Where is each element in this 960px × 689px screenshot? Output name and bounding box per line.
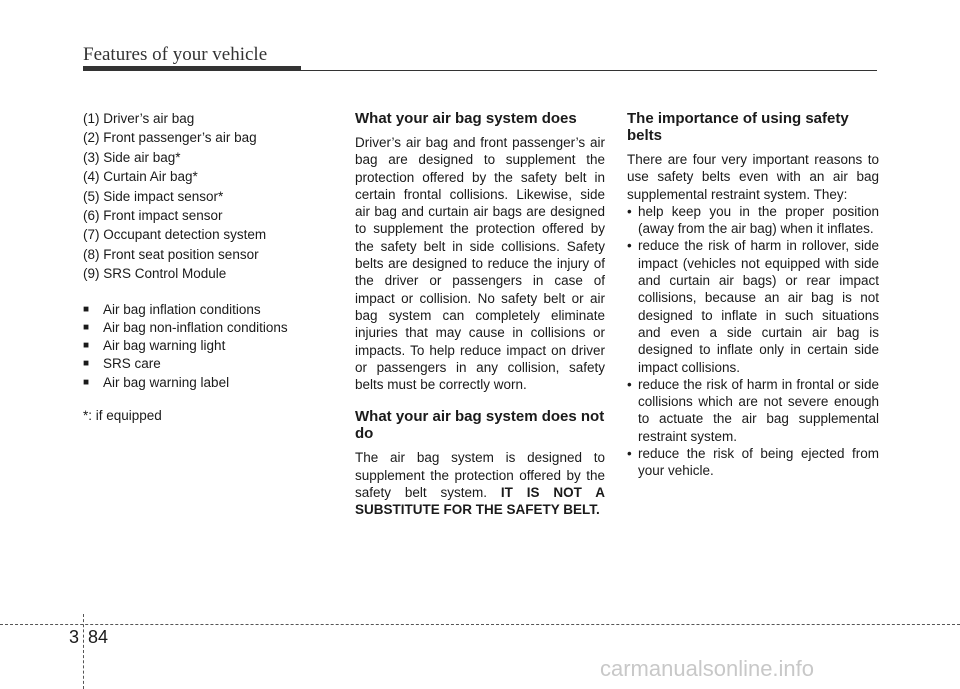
list-item: [83, 319, 313, 336]
topic-label: Air bag warning light: [103, 338, 226, 354]
list-item: (1) Driver’s air bag: [83, 111, 195, 126]
body-paragraph: There are four very important reasons to use safety belts even with an air bag supplemental restraint system. They:: [627, 152, 879, 202]
page-header-title: Features of your vehicle: [83, 44, 268, 65]
list-item: (8) Front seat position sensor: [83, 246, 259, 262]
body-paragraph: Driver’s air bag and front passenger’s air bag are designed to supplement the protection offered by the safety belt in certain frontal collisions. Likewise, side air bag and curtain air bags are designed to supplement the protection offered by the safety belt in side collisions. Safety belts are designed to reduce the injury of the driver or passengers in case of impact or collision. No safety belt or air bag system can completely eliminate injuries that may cause in collisions or impacts. To help reduce impact on driver or passengers in any collision, safety belts must be correctly worn.: [355, 135, 605, 393]
bullet-icon: •: [627, 446, 632, 462]
list-item: [627, 376, 879, 445]
list-item: (2) Front passenger’s air bag: [83, 130, 257, 146]
square-bullet-icon: ■: [83, 376, 90, 388]
list-item: (6) Front impact sensor: [83, 207, 223, 223]
list-item: [83, 355, 313, 372]
list-item: (7) Occupant detection system: [83, 227, 267, 243]
page-number: 84: [88, 627, 109, 647]
bullet-icon: •: [627, 376, 632, 392]
body-paragraph: [355, 449, 605, 518]
topic-label: Air bag non-inflation conditions: [103, 319, 288, 335]
topic-label: SRS care: [103, 356, 161, 372]
list-item: [83, 374, 313, 391]
bullet-text: help keep you in the proper position (away from the air bag) when it inflates.: [638, 203, 879, 237]
warning-text: IT IS NOT A SUBSTITUTE FOR THE SAFETY BELT.: [355, 485, 606, 518]
watermark: carmanualsonline.info: [600, 656, 815, 681]
left-column: [83, 110, 313, 424]
square-bullet-icon: ■: [83, 321, 90, 333]
list-item: (5) Side impact sensor*: [83, 188, 224, 204]
header-rule: [83, 70, 877, 71]
bullet-text: reduce the risk of harm in rollover, side impact (vehicles not equipped with side and curtain air bags) or rear impact collisions, because an air bag is not designed to inflate in such situations and even a side curtain air bag is designed to inflate only in certain side impact collisions.: [638, 238, 879, 375]
footer-rule: [0, 624, 960, 625]
footer-divider: [83, 614, 84, 689]
list-item: (9) SRS Control Module: [83, 266, 227, 282]
middle-column: [355, 110, 605, 519]
square-bullet-icon: ■: [83, 358, 90, 370]
topic-label: Air bag inflation conditions: [103, 301, 261, 317]
list-item: (3) Side air bag*: [83, 149, 181, 165]
right-column: [627, 110, 879, 480]
list-item: (4) Curtain Air bag*: [83, 169, 198, 185]
footnote: *: if equipped: [83, 408, 162, 423]
bullet-icon: •: [627, 238, 632, 254]
list-item: [83, 337, 313, 354]
square-bullet-icon: ■: [83, 303, 90, 315]
list-item: [627, 237, 879, 375]
square-bullet-icon: ■: [83, 340, 90, 352]
chapter-number: 3: [69, 627, 80, 647]
list-item: [627, 203, 879, 238]
bullet-icon: •: [627, 203, 632, 219]
topic-label: Air bag warning label: [103, 374, 230, 390]
list-item: [83, 301, 313, 318]
section-heading: What your air bag system does not do: [355, 408, 605, 443]
bullet-text: reduce the risk of being ejected from your vehicle.: [638, 446, 879, 479]
list-item: [627, 445, 879, 480]
section-heading: The importance of using safety belts: [627, 110, 849, 144]
body-text: The air bag system is designed to supplement the protection offered by the safety belt system.: [355, 450, 605, 501]
bullet-text: reduce the risk of harm in frontal or side collisions which are not severe enough to actuate the air bag supplemental restraint system.: [638, 376, 879, 444]
section-heading: What your air bag system does: [355, 110, 577, 127]
